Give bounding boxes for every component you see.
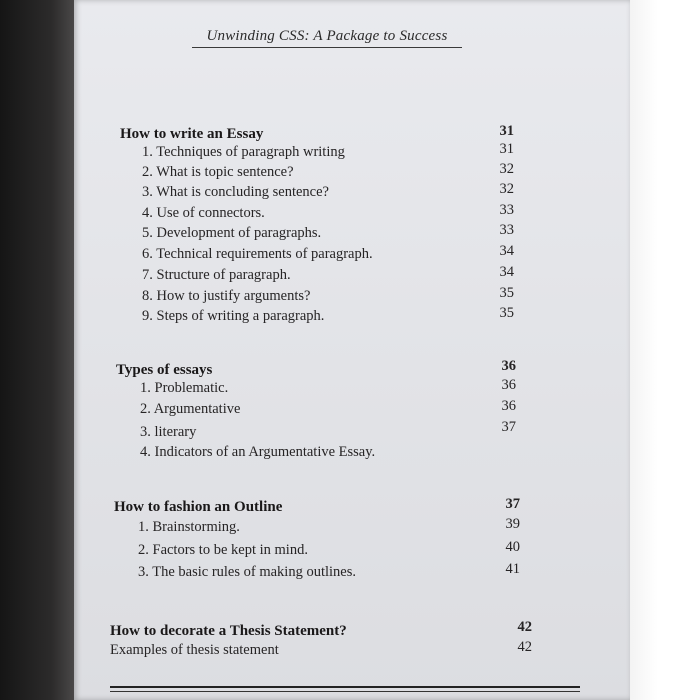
toc-item-page: 39 — [505, 516, 520, 532]
toc-item: 1. Problematic. — [140, 380, 229, 396]
toc-item-page: 37 — [501, 419, 516, 435]
footer-rule-thin — [110, 691, 580, 692]
toc-item: Examples of thesis statement — [110, 642, 279, 658]
toc-item-page: 32 — [499, 181, 514, 197]
running-header: Unwinding CSS: A Package to Success — [192, 28, 462, 48]
toc-item-page: 35 — [499, 305, 514, 321]
toc-item-page: 35 — [499, 285, 514, 301]
toc-item: 9. Steps of writing a paragraph. — [142, 308, 325, 324]
toc-item-page: 33 — [499, 222, 514, 238]
toc-item-page: 32 — [499, 161, 514, 177]
footer-rule — [110, 686, 580, 688]
section-page-outline: 37 — [505, 496, 520, 512]
right-background — [630, 0, 700, 700]
section-title-thesis: How to decorate a Thesis Statement? — [110, 623, 347, 639]
toc-item-page: 36 — [501, 377, 516, 393]
toc-item: 2. Argumentative — [140, 401, 241, 417]
toc-item: 7. Structure of paragraph. — [142, 267, 291, 283]
toc-item-page: 33 — [499, 202, 514, 218]
toc-item: 8. How to justify arguments? — [142, 288, 311, 304]
toc-item-page: 34 — [499, 264, 514, 280]
toc-item-page: 40 — [505, 539, 520, 555]
left-background — [0, 0, 74, 700]
toc-item-page: 36 — [501, 398, 516, 414]
toc-item: 1. Brainstorming. — [138, 519, 240, 535]
toc-item: 2. Factors to be kept in mind. — [138, 542, 308, 558]
toc-item: 2. What is topic sentence? — [142, 164, 294, 180]
section-page-thesis: 42 — [517, 619, 532, 635]
toc-item: 6. Technical requirements of paragraph. — [142, 246, 373, 262]
toc-item: 3. The basic rules of making outlines. — [138, 564, 356, 580]
toc-item-page: 42 — [517, 639, 532, 655]
toc-item: 3. What is concluding sentence? — [142, 184, 329, 200]
section-page-essay: 31 — [499, 123, 514, 139]
section-page-types: 36 — [501, 358, 516, 374]
book-page — [74, 0, 630, 700]
section-title-types: Types of essays — [116, 362, 213, 378]
toc-item: 4. Use of connectors. — [142, 205, 265, 221]
toc-item-page: 41 — [505, 561, 520, 577]
toc-item-page: 31 — [499, 141, 514, 157]
toc-item: 1. Techniques of paragraph writing — [142, 144, 345, 160]
section-title-essay: How to write an Essay — [120, 126, 264, 142]
toc-item: 3. literary — [140, 424, 197, 440]
section-title-outline: How to fashion an Outline — [114, 499, 283, 515]
toc-item: 4. Indicators of an Argumentative Essay. — [140, 444, 376, 460]
toc-item: 5. Development of paragraphs. — [142, 225, 322, 241]
toc-item-page: 34 — [499, 243, 514, 259]
table-of-contents — [74, 0, 630, 700]
